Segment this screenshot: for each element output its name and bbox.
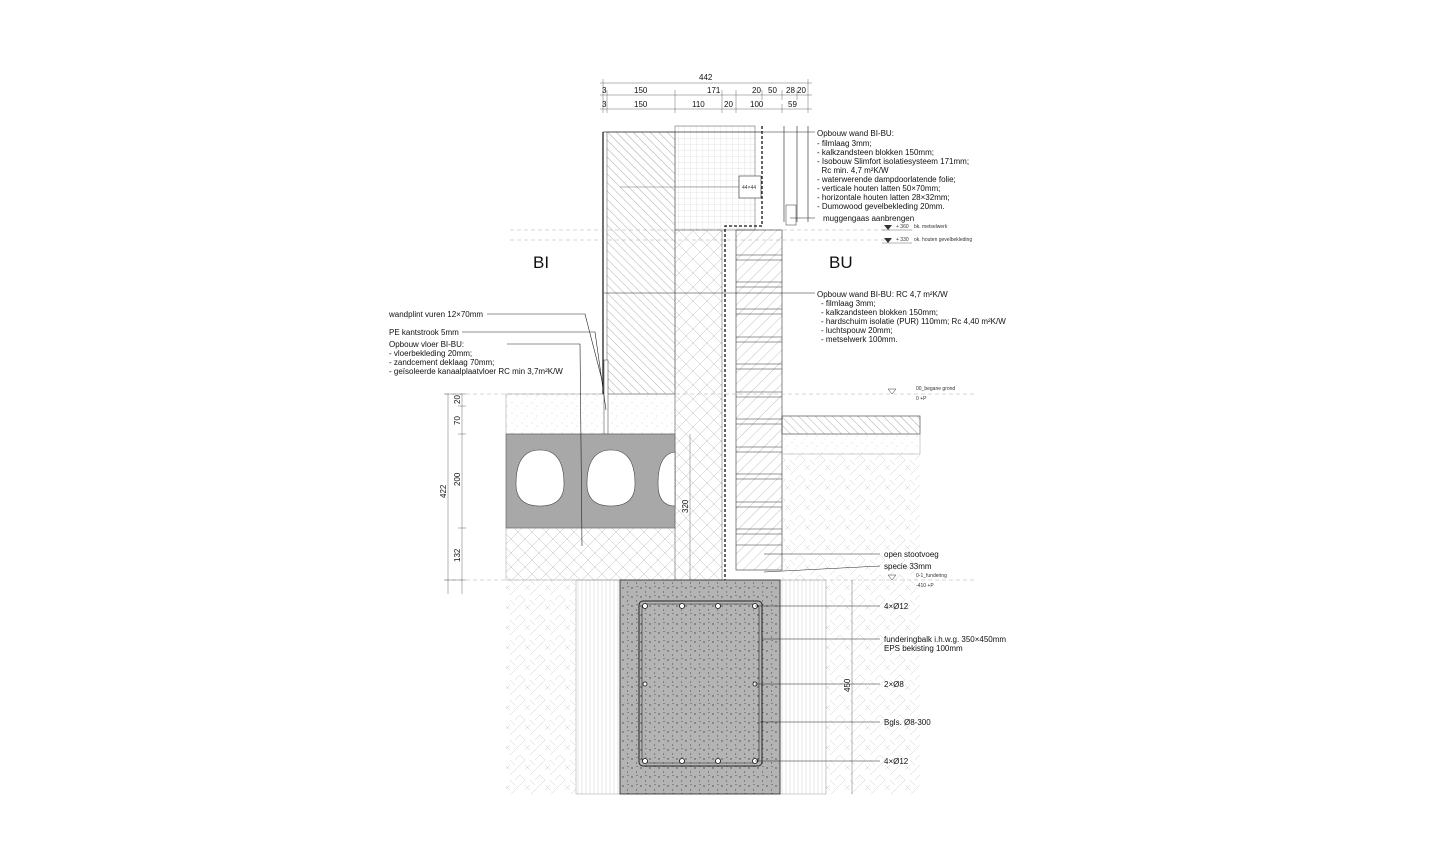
- wall-upper-item: Rc min. 4,7 m²K/W: [817, 166, 889, 175]
- plint-label: wandplint vuren 12×70mm: [389, 310, 484, 319]
- dim-top-r2-a: 3: [602, 100, 607, 109]
- dim-foundation-450: 450: [843, 678, 852, 692]
- annotation-floor: [388, 310, 563, 376]
- rebar-bottom-label: 4×Ø12: [884, 757, 909, 766]
- dim-top-r1-c: 171: [707, 86, 721, 95]
- dim-top-r2-e: 100: [750, 100, 764, 109]
- wall-lower-item: - hardschuim isolatie (PUR) 110mm; Rc 4,40 m²K/W: [821, 317, 1006, 326]
- dim-left-b: 70: [453, 416, 462, 425]
- dim-left-d: 132: [453, 548, 462, 562]
- dim-top-r1-d: 20: [752, 86, 761, 95]
- muggengaas-label: muggengaas aanbrengen: [823, 214, 915, 223]
- dim-top-r2-b: 150: [634, 100, 648, 109]
- annotation-wall-lower: [817, 290, 1006, 344]
- annotation-wall-upper: [817, 129, 969, 223]
- wall-upper-item: - kalkzandsteen blokken 150mm;: [817, 148, 934, 157]
- wall-upper-item: - Dumowood gevelbekleding 20mm.: [817, 202, 945, 211]
- wall-lower-item: - kalkzandsteen blokken 150mm;: [821, 308, 938, 317]
- rebar-mid-label: 2×Ø8: [884, 680, 904, 689]
- dim-left-a: 20: [453, 395, 462, 404]
- batten-dim: 44×44: [742, 185, 757, 191]
- dim-left-c: 200: [453, 472, 462, 486]
- dim-gap-320: 320: [681, 499, 690, 513]
- dim-left-total: 422: [439, 484, 448, 498]
- brick-veneer: [736, 230, 782, 570]
- wall-lower-item: - luchtspouw 20mm;: [821, 326, 893, 335]
- wall-lower-title: Opbouw wand BI-BU: RC 4,7 m²K/W: [817, 290, 948, 299]
- stootvoeg-label: open stootvoeg: [884, 550, 939, 559]
- level-360: + 360: [896, 224, 909, 230]
- dim-top-total: 442: [699, 73, 713, 82]
- dim-top-r1-f: 28: [786, 86, 795, 95]
- kantstrook-label: PE kantstrook 5mm: [389, 328, 459, 337]
- level-330-text: ok. houten gevelbekleding: [914, 237, 973, 243]
- floor-item: - vloerbekleding 20mm;: [389, 349, 473, 358]
- stirrup-label: Bgls. Ø8-300: [884, 718, 931, 727]
- wall-upper-item: - Isobouw Slimfort isolatiesysteem 171mm;: [817, 157, 970, 166]
- zone-label-inside: BI: [533, 253, 550, 272]
- dim-top-r2-d: 20: [724, 100, 733, 109]
- wall-upper-item: - waterwerende dampdoorlatende folie;: [817, 175, 956, 184]
- dim-top-r1-a: 3: [602, 86, 607, 95]
- dim-top-r1-b: 150: [634, 86, 648, 95]
- foundation-beam: [620, 580, 780, 794]
- dim-top-r2-f: 59: [788, 100, 797, 109]
- floor-item: - zandcement deklaag 70mm;: [389, 358, 495, 367]
- level-360-text: bk. metselwerk: [914, 224, 948, 230]
- zone-label-outside: BU: [829, 253, 853, 272]
- floor-title: Opbouw vloer BI-BU:: [389, 340, 465, 349]
- wall-lower-item: - filmlaag 3mm;: [821, 299, 876, 308]
- eps-label: EPS bekisting 100mm: [884, 644, 963, 653]
- level-foundation: 0-1_fundering: [916, 573, 947, 579]
- wall-upper-item: - verticale houten latten 50×70mm;: [817, 184, 941, 193]
- specie-label: specie 33mm: [884, 562, 932, 571]
- dim-top-r1-e: 50: [768, 86, 777, 95]
- wall-upper-item: - filmlaag 3mm;: [817, 139, 872, 148]
- rebar-top-label: 4×Ø12: [884, 602, 909, 611]
- wall-lower-item: - metselwerk 100mm.: [821, 335, 898, 344]
- dim-top-r1-g: 20: [797, 86, 806, 95]
- level-ground-value: 0 +P: [916, 396, 927, 402]
- wall-upper-item: - horizontale houten latten 28×32mm;: [817, 193, 950, 202]
- beam-label: funderingbalk i.h.w.g. 350×450mm: [884, 635, 1007, 644]
- level-foundation-value: -410 +P: [916, 583, 934, 589]
- level-ground: 00_begane grond: [916, 386, 956, 392]
- dim-top-r2-c: 110: [692, 100, 705, 109]
- top-dimensions: [600, 73, 812, 113]
- wall-upper-title: Opbouw wand BI-BU:: [817, 129, 894, 138]
- floor-item: - geïsoleerde kanaalplaatvloer RC min 3,7m²K/W: [389, 367, 563, 376]
- level-330: + 330: [896, 237, 909, 243]
